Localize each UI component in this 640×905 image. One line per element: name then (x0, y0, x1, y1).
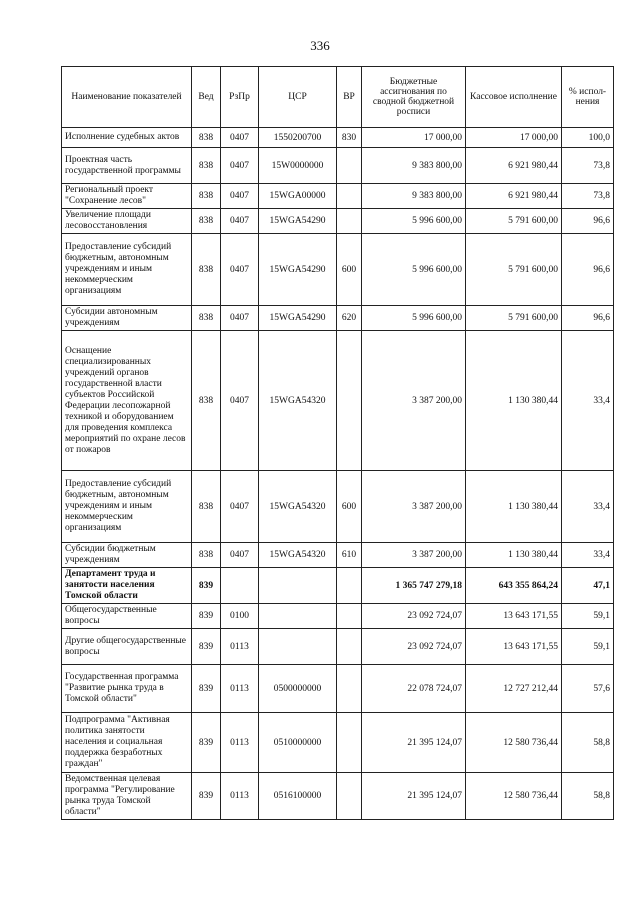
table-row (62, 773, 614, 820)
row-vr (337, 604, 362, 629)
row-csr: 0500000000 (259, 665, 337, 713)
row-ved: 838 (192, 184, 221, 209)
page-number: 336 (310, 38, 330, 53)
row-percent: 73,8 (562, 148, 614, 184)
row-rzpr: 0407 (221, 471, 259, 543)
row-cash: 6 921 980,44 (466, 184, 562, 209)
table-row (62, 234, 614, 306)
row-budget: 5 996 600,00 (362, 234, 466, 306)
table-row (62, 306, 614, 331)
row-vr: 610 (337, 543, 362, 568)
row-budget: 9 383 800,00 (362, 148, 466, 184)
table-row (62, 543, 614, 568)
row-cash: 12 580 736,44 (466, 713, 562, 773)
row-name: Подпрограмма "Активная политика занятости населения и социальная поддержка безработных граждан" (62, 713, 192, 773)
row-budget: 21 395 124,07 (362, 713, 466, 773)
table-row (62, 148, 614, 184)
row-csr: 0510000000 (259, 713, 337, 773)
table-row (62, 713, 614, 773)
row-csr (259, 629, 337, 665)
row-csr: 15W0000000 (259, 148, 337, 184)
row-rzpr: 0407 (221, 148, 259, 184)
row-name: Увеличение площади лесовосстановления (62, 209, 192, 234)
table-row (62, 568, 614, 604)
row-name: Оснащение специализированных учреждений органов государственной власти субъектов Российской Федерации лесопожарной техникой и оборудованием для проведения комплекса мероприятий по охране лесов от пожаров (62, 331, 192, 471)
row-csr (259, 568, 337, 604)
row-percent: 58,8 (562, 773, 614, 820)
row-name: Общегосударственные вопросы (62, 604, 192, 629)
row-budget: 3 387 200,00 (362, 543, 466, 568)
row-rzpr: 0100 (221, 604, 259, 629)
row-budget: 1 365 747 279,18 (362, 568, 466, 604)
row-cash: 6 921 980,44 (466, 148, 562, 184)
row-csr: 0516100000 (259, 773, 337, 820)
row-vr (337, 184, 362, 209)
header-vr: ВР (337, 67, 362, 128)
row-budget: 9 383 800,00 (362, 184, 466, 209)
row-csr: 15WGA54290 (259, 209, 337, 234)
header-rzpr: РзПр (221, 67, 259, 128)
row-budget: 5 996 600,00 (362, 306, 466, 331)
row-ved: 838 (192, 234, 221, 306)
row-rzpr: 0407 (221, 184, 259, 209)
row-csr: 15WGA54320 (259, 543, 337, 568)
row-budget: 21 395 124,07 (362, 773, 466, 820)
table-row (62, 604, 614, 629)
row-cash: 5 791 600,00 (466, 209, 562, 234)
row-budget: 5 996 600,00 (362, 209, 466, 234)
row-percent: 96,6 (562, 209, 614, 234)
row-csr (259, 604, 337, 629)
row-name: Субсидии бюджетным учреждениям (62, 543, 192, 568)
row-budget: 3 387 200,00 (362, 471, 466, 543)
row-vr (337, 665, 362, 713)
row-percent: 33,4 (562, 331, 614, 471)
header-csr: ЦСР (259, 67, 337, 128)
row-cash: 17 000,00 (466, 128, 562, 148)
row-name: Региональный проект "Сохранение лесов" (62, 184, 192, 209)
row-vr (337, 773, 362, 820)
row-cash: 12 727 212,44 (466, 665, 562, 713)
row-vr (337, 209, 362, 234)
row-budget: 22 078 724,07 (362, 665, 466, 713)
row-cash: 1 130 380,44 (466, 331, 562, 471)
table-row (62, 665, 614, 713)
row-vr: 830 (337, 128, 362, 148)
row-ved: 838 (192, 471, 221, 543)
row-rzpr: 0113 (221, 773, 259, 820)
row-budget: 17 000,00 (362, 128, 466, 148)
row-cash: 5 791 600,00 (466, 306, 562, 331)
row-vr (337, 568, 362, 604)
row-percent: 96,6 (562, 234, 614, 306)
row-csr: 15WGA54320 (259, 471, 337, 543)
row-rzpr: 0113 (221, 713, 259, 773)
row-budget: 3 387 200,00 (362, 331, 466, 471)
row-rzpr: 0407 (221, 234, 259, 306)
table-row (62, 184, 614, 209)
row-ved: 839 (192, 665, 221, 713)
header-ved: Вед (192, 67, 221, 128)
row-name: Государственная программа "Развитие рынка труда в Томской области" (62, 665, 192, 713)
row-ved: 839 (192, 604, 221, 629)
row-csr: 15WGA54290 (259, 234, 337, 306)
row-percent: 59,1 (562, 629, 614, 665)
row-ved: 839 (192, 568, 221, 604)
row-percent: 59,1 (562, 604, 614, 629)
row-csr: 1550200700 (259, 128, 337, 148)
budget-table (61, 66, 614, 820)
row-percent: 73,8 (562, 184, 614, 209)
row-name: Ведомственная целевая программа "Регулирование рынка труда Томской области" (62, 773, 192, 820)
row-budget: 23 092 724,07 (362, 629, 466, 665)
row-ved: 838 (192, 128, 221, 148)
row-csr: 15WGA54290 (259, 306, 337, 331)
row-ved: 838 (192, 306, 221, 331)
row-name: Проектная часть государственной программы (62, 148, 192, 184)
row-cash: 13 643 171,55 (466, 629, 562, 665)
row-cash: 1 130 380,44 (466, 543, 562, 568)
row-cash: 643 355 864,24 (466, 568, 562, 604)
row-ved: 839 (192, 713, 221, 773)
header-name: Наименование показателей (62, 67, 192, 128)
row-rzpr (221, 568, 259, 604)
row-ved: 838 (192, 331, 221, 471)
row-vr (337, 629, 362, 665)
row-vr (337, 713, 362, 773)
row-percent: 96,6 (562, 306, 614, 331)
table-row (62, 331, 614, 471)
row-rzpr: 0407 (221, 209, 259, 234)
row-name: Предоставление субсидий бюджетным, автономным учреждениям и иным некоммерческим организациям (62, 234, 192, 306)
table-row (62, 629, 614, 665)
row-csr: 15WGA00000 (259, 184, 337, 209)
row-percent: 100,0 (562, 128, 614, 148)
row-vr: 600 (337, 471, 362, 543)
table-row (62, 209, 614, 234)
row-rzpr: 0407 (221, 128, 259, 148)
row-rzpr: 0407 (221, 331, 259, 471)
row-cash: 1 130 380,44 (466, 471, 562, 543)
row-vr (337, 331, 362, 471)
table-row (62, 471, 614, 543)
row-percent: 33,4 (562, 543, 614, 568)
row-percent: 47,1 (562, 568, 614, 604)
row-ved: 838 (192, 148, 221, 184)
row-rzpr: 0113 (221, 629, 259, 665)
header-cash: Кассовое исполнение (466, 67, 562, 128)
row-name: Предоставление субсидий бюджетным, автономным учреждениям и иным некоммерческим организациям (62, 471, 192, 543)
row-cash: 13 643 171,55 (466, 604, 562, 629)
row-ved: 838 (192, 209, 221, 234)
row-percent: 58,8 (562, 713, 614, 773)
row-cash: 5 791 600,00 (466, 234, 562, 306)
row-name: Субсидии автономным учреждениям (62, 306, 192, 331)
row-ved: 839 (192, 629, 221, 665)
row-csr: 15WGA54320 (259, 331, 337, 471)
table-header-row (62, 67, 614, 128)
row-budget: 23 092 724,07 (362, 604, 466, 629)
row-rzpr: 0113 (221, 665, 259, 713)
row-rzpr: 0407 (221, 543, 259, 568)
header-budget: Бюджетные ассигнования по сводной бюджетной росписи (362, 67, 466, 128)
row-rzpr: 0407 (221, 306, 259, 331)
row-name: Департамент труда и занятости населения Томской области (62, 568, 192, 604)
row-percent: 57,6 (562, 665, 614, 713)
row-name: Исполнение судебных актов (62, 128, 192, 148)
row-cash: 12 580 736,44 (466, 773, 562, 820)
row-vr (337, 148, 362, 184)
row-name: Другие общегосударственные вопросы (62, 629, 192, 665)
row-ved: 838 (192, 543, 221, 568)
table-row (62, 128, 614, 148)
row-vr: 600 (337, 234, 362, 306)
header-percent: % испол-нения (562, 67, 614, 128)
row-vr: 620 (337, 306, 362, 331)
row-ved: 839 (192, 773, 221, 820)
row-percent: 33,4 (562, 471, 614, 543)
